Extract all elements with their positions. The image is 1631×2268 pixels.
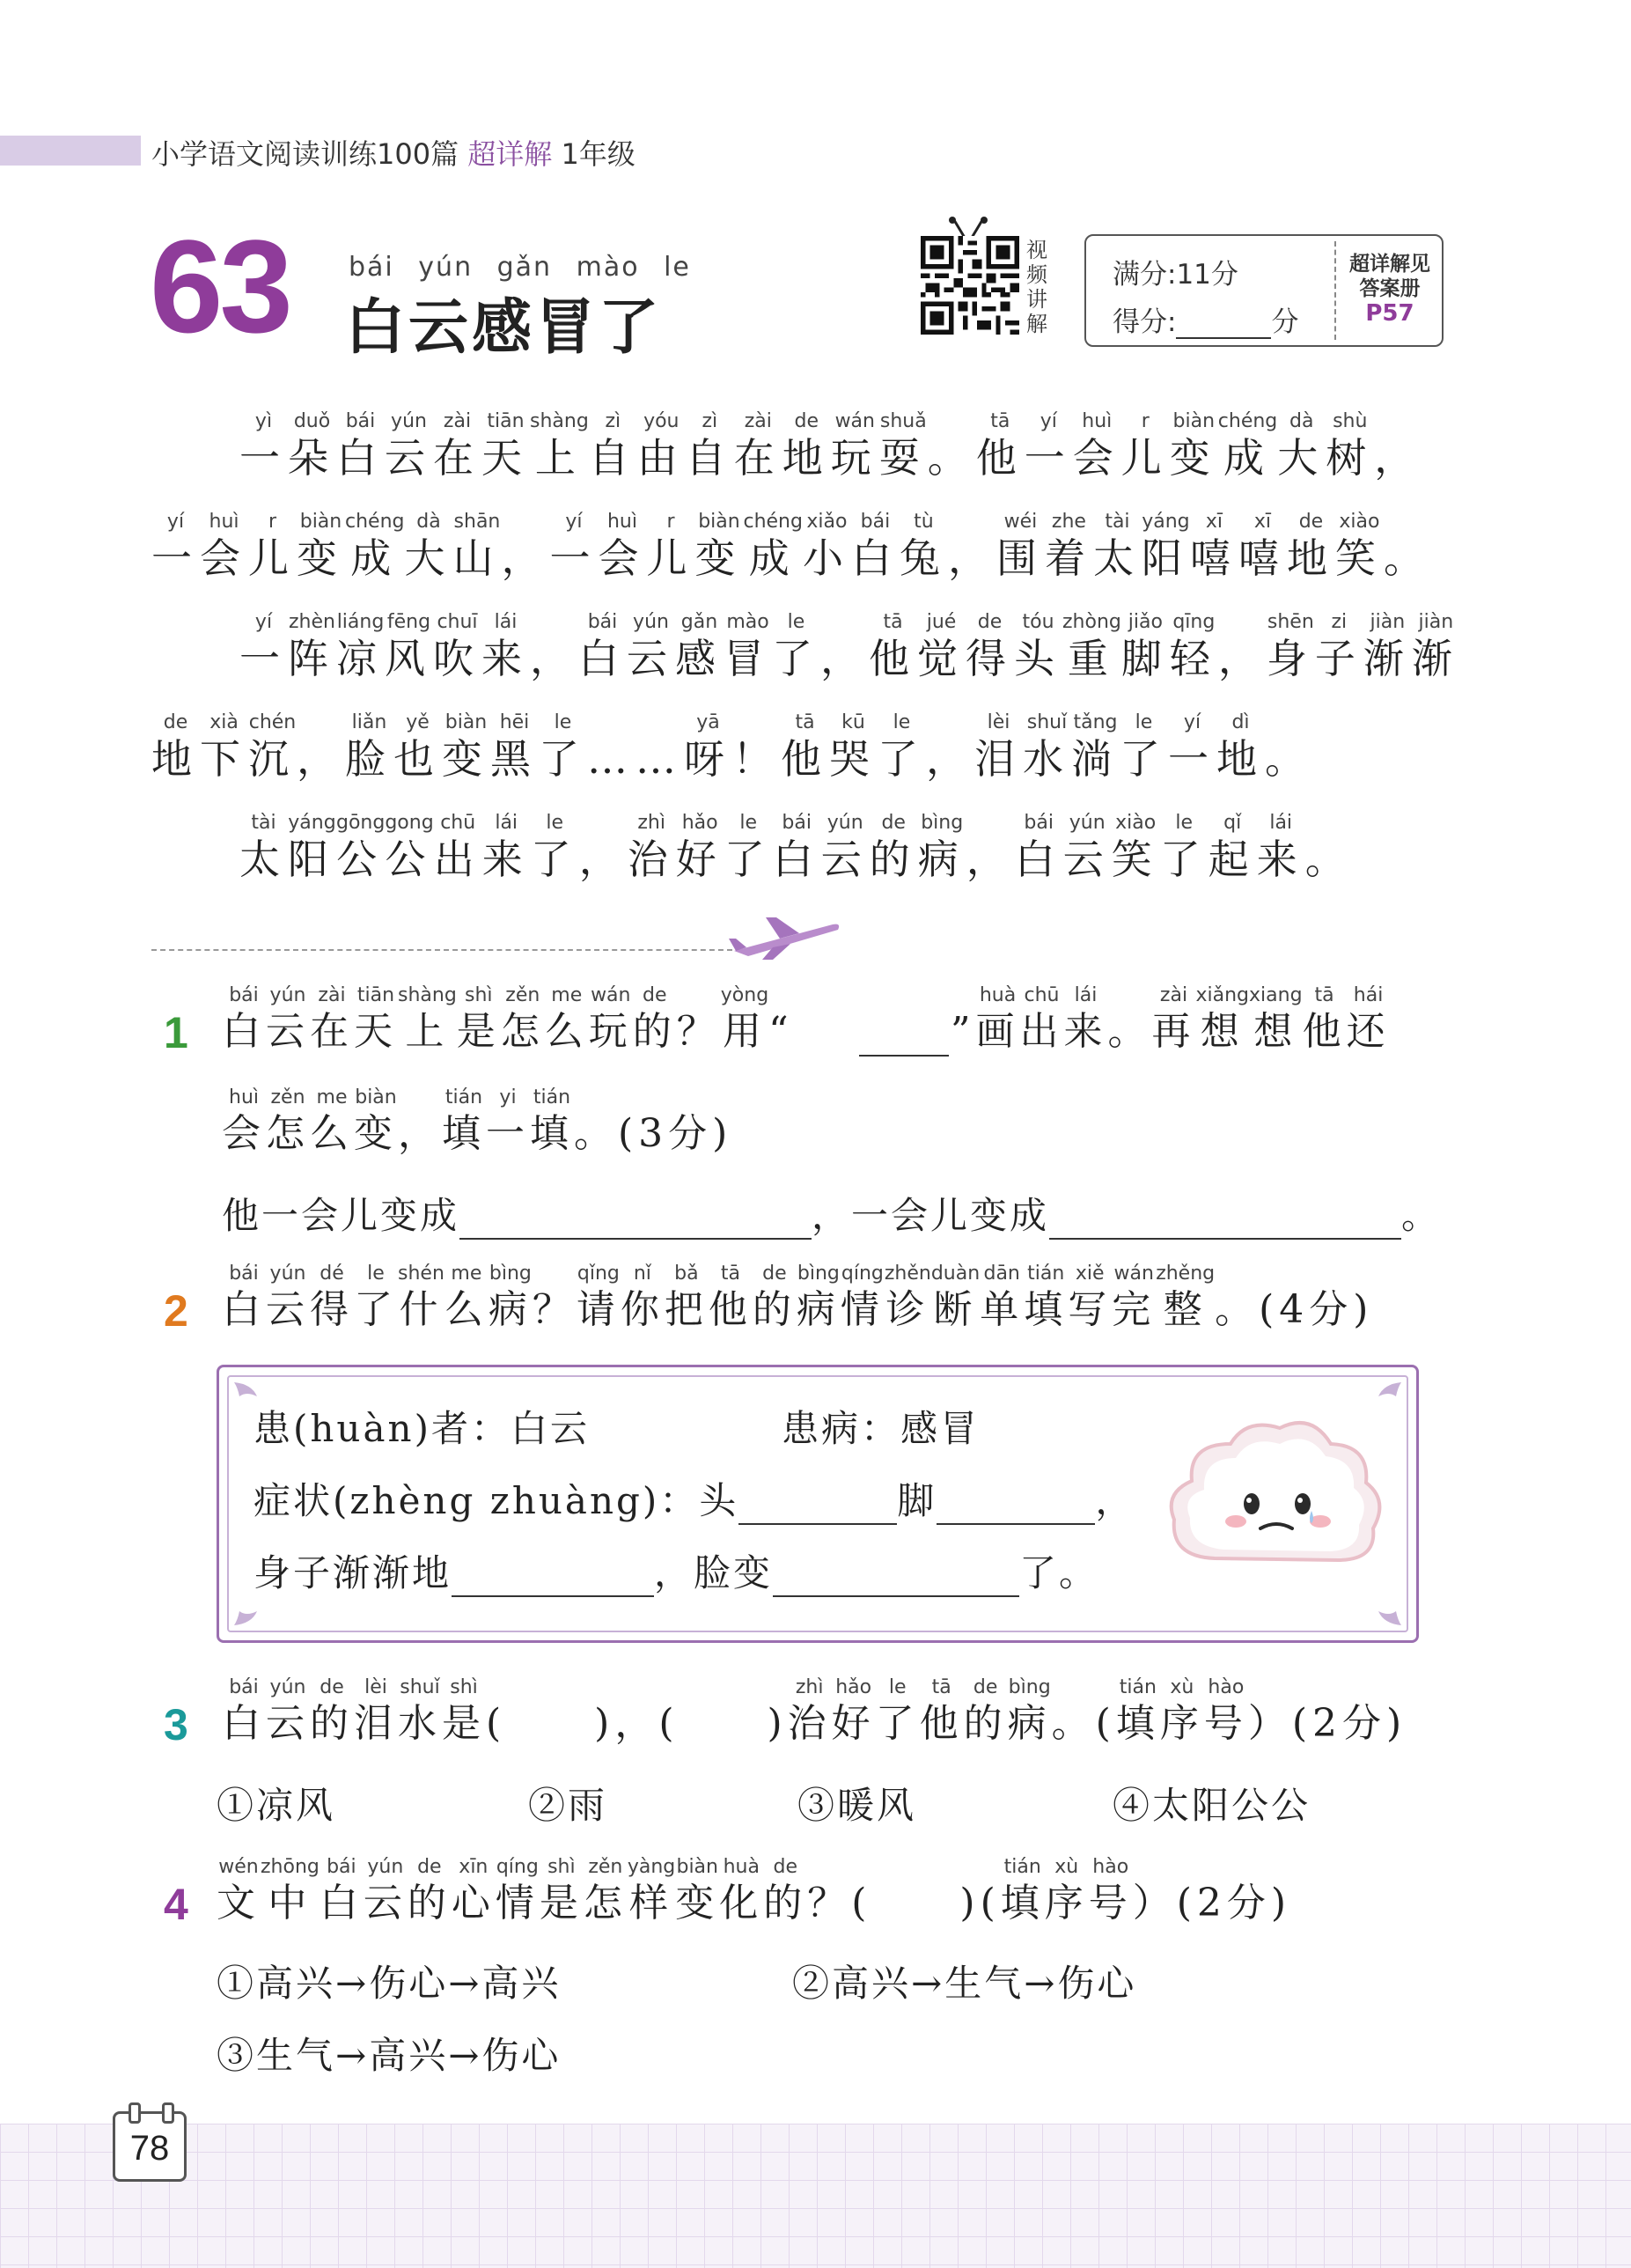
- q3-option-3[interactable]: ③暖风: [797, 1784, 917, 1827]
- character: 什shén: [398, 1263, 444, 1332]
- character: ，: [926, 735, 974, 783]
- body-blank[interactable]: [452, 1558, 654, 1597]
- character: ( )，( ): [486, 1701, 788, 1746]
- character: 云yún: [363, 1856, 408, 1926]
- character: 公gong: [385, 812, 434, 883]
- character: 来lái: [1256, 812, 1305, 883]
- character: 太tài: [239, 812, 288, 883]
- question-3-number: 3: [164, 1700, 188, 1749]
- q1-wave-line-blank[interactable]: [859, 1055, 949, 1057]
- q1-line-2: [222, 1086, 732, 1158]
- character: 治zhì: [627, 812, 676, 883]
- section-divider: [151, 949, 732, 951]
- story-line-3: [239, 611, 1460, 685]
- calendar-ring-icon: [129, 2102, 141, 2124]
- character: 他tā: [919, 1676, 964, 1746]
- character: 序xù: [1044, 1856, 1089, 1926]
- character: 了le: [1120, 711, 1168, 783]
- character: 水shuǐ: [1023, 711, 1071, 783]
- patient-field: 患(huàn)者：白云: [253, 1407, 590, 1450]
- q1-blank-1[interactable]: [459, 1199, 812, 1240]
- character: 渐jiàn: [1411, 611, 1460, 682]
- character: 云yún: [1062, 812, 1112, 883]
- character: 在zài: [433, 410, 481, 482]
- character: 儿r: [248, 511, 297, 582]
- character: 诊zhěn: [884, 1263, 931, 1332]
- character: 。: [1383, 534, 1432, 582]
- q3-option-1[interactable]: ①凉风: [217, 1784, 336, 1827]
- character: 感gǎn: [675, 611, 724, 682]
- character: 好hǎo: [675, 812, 724, 883]
- character: 白bái: [1014, 812, 1063, 883]
- story-line-1: [239, 410, 1422, 484]
- page-number: 78: [129, 2129, 170, 2168]
- character: ”: [951, 1009, 976, 1054]
- character: 文wén: [217, 1856, 261, 1926]
- character: 。: [1215, 1287, 1260, 1332]
- book-title: 小学语文阅读训练100篇 超详解 1年级: [151, 137, 636, 171]
- character: ，: [1217, 635, 1267, 682]
- character: 得dé: [310, 1263, 354, 1332]
- character: 轻qīng: [1169, 611, 1218, 682]
- character: 了le: [354, 1263, 398, 1332]
- q3-option-2[interactable]: ②雨: [528, 1784, 608, 1827]
- character: 云yún: [266, 1263, 310, 1332]
- character: 渐jiàn: [1363, 611, 1412, 682]
- character: 了le: [772, 611, 820, 682]
- character: 。: [1265, 735, 1313, 783]
- character: 是shì: [539, 1856, 584, 1926]
- character: “: [768, 1009, 794, 1054]
- character: 病bìng: [917, 812, 966, 883]
- character: 水shuǐ: [398, 1676, 442, 1746]
- character: 化huà: [719, 1856, 764, 1926]
- character: 么me: [310, 1086, 354, 1156]
- character: 呀yā: [684, 711, 732, 783]
- character: 云yún: [627, 611, 675, 682]
- body-row: 身子渐渐地 ，脸变 了。: [253, 1544, 1098, 1597]
- character: 儿r: [1120, 410, 1170, 482]
- character: 心xīn: [451, 1856, 496, 1926]
- character: 还hái: [1346, 984, 1391, 1054]
- q3-option-4[interactable]: ④太阳公公: [1113, 1784, 1311, 1827]
- character: 太tài: [1092, 511, 1142, 582]
- character: 整zhěng: [1156, 1263, 1216, 1332]
- q4-option-1[interactable]: ①高兴→伤心→高兴: [217, 1962, 562, 2005]
- score-blank[interactable]: [1176, 311, 1271, 339]
- character: 的de: [407, 1856, 452, 1926]
- character: ，: [966, 836, 1015, 883]
- foot-blank[interactable]: [937, 1486, 1095, 1525]
- character: 填tián: [1115, 1676, 1160, 1746]
- got-score: 得分: 分: [1113, 306, 1299, 338]
- character: 树shù: [1326, 410, 1375, 482]
- character: 出chū: [433, 812, 482, 883]
- character: 山shān: [452, 511, 502, 582]
- character: 白bái: [850, 511, 900, 582]
- character: 变biàn: [297, 511, 345, 582]
- character: 成chéng: [743, 511, 803, 582]
- character: 大dà: [1277, 410, 1326, 482]
- character: 。: [1107, 1009, 1152, 1054]
- header-band: [0, 136, 141, 166]
- q2-line: [222, 1263, 1373, 1334]
- character: 用yòng: [720, 984, 769, 1054]
- character: 小xiǎo: [802, 511, 851, 582]
- character: 把bǎ: [664, 1263, 709, 1332]
- character: 阳yáng: [1141, 511, 1190, 582]
- character: 病bìng: [488, 1263, 533, 1332]
- character: 地de: [782, 410, 831, 482]
- question-1-number: 1: [164, 1008, 188, 1057]
- character: 怎zěn: [583, 1856, 628, 1926]
- character: 沉chén: [248, 711, 297, 783]
- character: 下xià: [200, 711, 248, 783]
- head-blank[interactable]: [738, 1486, 897, 1525]
- corner-swirl-icon: [1370, 1594, 1405, 1629]
- character: 云yún: [385, 410, 433, 482]
- character: 上shàng: [398, 984, 457, 1054]
- character: 云yún: [266, 1676, 310, 1746]
- character: 哭kū: [829, 711, 878, 783]
- character: 了le: [875, 1676, 920, 1746]
- q1-line-1b: [951, 984, 1391, 1056]
- question-4-number: 4: [164, 1880, 188, 1929]
- answer-reference: 超详解见 答案册 P57: [1349, 253, 1430, 327]
- character: 序xù: [1159, 1676, 1204, 1746]
- character: 嘻xī: [1189, 511, 1238, 582]
- lesson-title: 白云感冒了: [345, 293, 663, 363]
- character: 头tóu: [1014, 611, 1062, 682]
- character: 白bái: [772, 812, 821, 883]
- character: 大dà: [404, 511, 453, 582]
- character: 变biàn: [354, 1086, 398, 1156]
- character: 兔tù: [899, 511, 948, 582]
- character: 来lái: [1063, 984, 1108, 1054]
- video-explanation-label: 视 频 讲 解: [1026, 238, 1047, 336]
- character: 白bái: [336, 410, 385, 482]
- character: 变biàn: [1169, 410, 1218, 482]
- character: 重zhòng: [1062, 611, 1121, 682]
- character: 云yún: [820, 812, 870, 883]
- character: 号hào: [1203, 1676, 1248, 1746]
- character: 吹chuī: [433, 611, 481, 682]
- character: ？: [676, 1009, 721, 1054]
- character: 地de: [151, 711, 200, 783]
- character: 来lái: [481, 812, 531, 883]
- character: 自zì: [588, 410, 637, 482]
- face-blank[interactable]: [773, 1558, 1019, 1597]
- sad-cloud-icon: [1162, 1409, 1391, 1585]
- character: 笑xiào: [1111, 812, 1160, 883]
- character: 单dān: [980, 1263, 1025, 1332]
- character: 变biàn: [442, 711, 490, 783]
- character: 一yí: [151, 511, 200, 582]
- character: 。: [1304, 836, 1354, 883]
- character: 玩wán: [588, 984, 633, 1054]
- character: 笑xiào: [1334, 511, 1384, 582]
- character: 样yàng: [627, 1856, 676, 1926]
- lesson-title-pinyin: bái yún gǎn mào le: [349, 252, 691, 283]
- qr-code-icon[interactable]: [921, 236, 1019, 335]
- character: ，: [1374, 434, 1423, 482]
- character: 黑hēi: [490, 711, 539, 783]
- character: 他tā: [869, 611, 917, 682]
- score-divider: [1334, 241, 1336, 340]
- character: 了le: [1159, 812, 1209, 883]
- character: 淌tǎng: [1071, 711, 1120, 783]
- character: 白bái: [222, 1676, 266, 1746]
- character: 会huì: [222, 1086, 266, 1156]
- story-line-5: [239, 812, 1354, 886]
- character: ，: [501, 534, 550, 582]
- character: 云yún: [266, 984, 310, 1054]
- character: 阵zhèn: [288, 611, 336, 682]
- character: 他tā: [975, 410, 1025, 482]
- character: 白bái: [319, 1856, 364, 1926]
- character: 是shì: [442, 1676, 486, 1746]
- character: 完wán: [1112, 1263, 1157, 1332]
- character: 地dì: [1216, 711, 1265, 783]
- story-line-4: [151, 711, 1313, 785]
- character: 病bìng: [796, 1263, 841, 1332]
- character: 会huì: [200, 511, 248, 582]
- character: 的de: [763, 1856, 808, 1926]
- character: 一yí: [1168, 711, 1216, 783]
- character: 画huà: [975, 984, 1020, 1054]
- character: 玩wán: [830, 410, 879, 482]
- character: 也yě: [393, 711, 442, 783]
- symptom-row: 症状(zhèng zhuàng)：头 脚 ，: [253, 1472, 1135, 1525]
- character: 出chū: [1019, 984, 1064, 1054]
- character: 的de: [752, 1263, 797, 1332]
- calendar-ring-icon: [162, 2102, 174, 2124]
- character: 耍shuǎ: [878, 410, 928, 482]
- character: 嘻xī: [1238, 511, 1287, 582]
- character: 是shì: [456, 984, 501, 1054]
- character: 一yì: [239, 410, 288, 482]
- character: 一yí: [549, 511, 599, 582]
- character: 再zài: [1151, 984, 1196, 1054]
- character: 一yi: [486, 1086, 530, 1156]
- character: 。: [1051, 1701, 1096, 1746]
- question-2-number: 2: [164, 1286, 188, 1336]
- character: 么me: [544, 984, 589, 1054]
- character: 得de: [966, 611, 1014, 682]
- character: (: [1095, 1701, 1116, 1746]
- character: (4分): [1259, 1287, 1374, 1332]
- character: 怎zěn: [500, 984, 545, 1054]
- full-score: 满分:11分: [1113, 259, 1238, 291]
- character: 号hào: [1088, 1856, 1133, 1926]
- q3-line: [222, 1676, 1407, 1748]
- character: 天tiān: [354, 984, 398, 1054]
- character: 填tián: [1024, 1263, 1069, 1332]
- character: 了le: [878, 711, 926, 783]
- character: 来lái: [481, 611, 530, 682]
- character: 公gōng: [336, 812, 386, 883]
- disease-field: 患病：感冒: [782, 1407, 981, 1450]
- q4-line: [217, 1856, 1291, 1927]
- character: 由yóu: [636, 410, 686, 482]
- character: 了le: [530, 812, 579, 883]
- character: 变biàn: [675, 1856, 720, 1926]
- character: 的de: [963, 1676, 1008, 1746]
- character: 你nǐ: [620, 1263, 665, 1332]
- q1-fill-row: 他一会儿变成 ，一会儿变成 。: [222, 1187, 1441, 1240]
- character: ，: [947, 534, 996, 582]
- character: 成chéng: [345, 511, 405, 582]
- character: ，: [530, 635, 578, 682]
- character: 。: [927, 434, 976, 482]
- character: 儿r: [646, 511, 695, 582]
- character: 怎zěn: [266, 1086, 310, 1156]
- character: 病bìng: [1007, 1676, 1052, 1746]
- character: 白bái: [578, 611, 627, 682]
- character: 的de: [869, 812, 918, 883]
- lesson-number: 63: [150, 212, 290, 360]
- character: 泪lèi: [974, 711, 1023, 783]
- corner-swirl-icon: [231, 1594, 266, 1629]
- character: 的de: [310, 1676, 354, 1746]
- character: 断duàn: [930, 1263, 981, 1332]
- character: 着zhe: [1044, 511, 1093, 582]
- character: 成chéng: [1217, 410, 1278, 482]
- character: 一yí: [239, 611, 288, 682]
- character: 自zì: [685, 410, 734, 482]
- character: 一yí: [1024, 410, 1073, 482]
- character: 冒mào: [724, 611, 772, 682]
- character: ……: [587, 735, 684, 783]
- q1-line-1a: [222, 984, 794, 1056]
- character: 。: [574, 1111, 618, 1156]
- character: 觉jué: [917, 611, 966, 682]
- character: ，: [297, 735, 345, 783]
- character: 阳yáng: [288, 812, 336, 883]
- character: 围wéi: [995, 511, 1045, 582]
- q1-blank-2[interactable]: [1049, 1199, 1401, 1240]
- character: 脸liǎn: [345, 711, 393, 783]
- character: 他tā: [781, 711, 829, 783]
- character: 天tiān: [481, 410, 530, 482]
- character: 会huì: [598, 511, 647, 582]
- q4-option-3[interactable]: ③生气→高兴→伤心: [217, 2034, 562, 2077]
- character: ！: [732, 735, 781, 783]
- character: 子zi: [1314, 611, 1363, 682]
- character: 他tā: [708, 1263, 753, 1332]
- character: 白bái: [222, 1263, 266, 1332]
- character: 上shàng: [530, 410, 589, 482]
- character: ）(2分): [1132, 1881, 1292, 1926]
- character: ？: [532, 1287, 577, 1332]
- character: 地de: [1286, 511, 1335, 582]
- character: 治zhì: [787, 1676, 832, 1746]
- character: ，: [820, 635, 869, 682]
- character: 中zhōng: [261, 1856, 320, 1926]
- character: 填tián: [442, 1086, 486, 1156]
- character: 填tián: [530, 1086, 574, 1156]
- character: 脚jiǎo: [1120, 611, 1170, 682]
- character: 想xiang: [1249, 984, 1303, 1054]
- character: 在zài: [733, 410, 782, 482]
- character: 在zài: [310, 984, 354, 1054]
- character: 泪lèi: [354, 1676, 398, 1746]
- character: 白bái: [222, 984, 266, 1054]
- character: 的de: [632, 984, 677, 1054]
- character: 想xiǎng: [1195, 984, 1250, 1054]
- airplane-icon: [727, 912, 841, 961]
- character: (3分): [618, 1111, 733, 1156]
- character: 风fēng: [385, 611, 433, 682]
- character: 情qíng: [840, 1263, 885, 1332]
- character: 了le: [539, 711, 587, 783]
- character: 么me: [444, 1263, 489, 1332]
- character: 好hǎo: [831, 1676, 876, 1746]
- character: 情qíng: [495, 1856, 540, 1926]
- character: 朵duǒ: [288, 410, 336, 482]
- character: 写xiě: [1068, 1263, 1113, 1332]
- character: 变biàn: [694, 511, 744, 582]
- character: 请qǐng: [576, 1263, 621, 1332]
- character: 身shēn: [1266, 611, 1315, 682]
- character: 他tā: [1302, 984, 1347, 1054]
- character: 起qǐ: [1208, 812, 1257, 883]
- character: ，: [398, 1111, 442, 1156]
- character: ）(2分): [1247, 1701, 1407, 1746]
- character: 了le: [724, 812, 773, 883]
- character: 填tián: [1000, 1856, 1045, 1926]
- grid-footer: [0, 2124, 1631, 2268]
- character: ，: [578, 836, 628, 883]
- q4-option-2[interactable]: ②高兴→生气→伤心: [792, 1962, 1137, 2005]
- story-line-2: [151, 511, 1432, 585]
- character: 会huì: [1072, 410, 1121, 482]
- character: ？( )(: [807, 1881, 1001, 1926]
- character: 凉liáng: [336, 611, 385, 682]
